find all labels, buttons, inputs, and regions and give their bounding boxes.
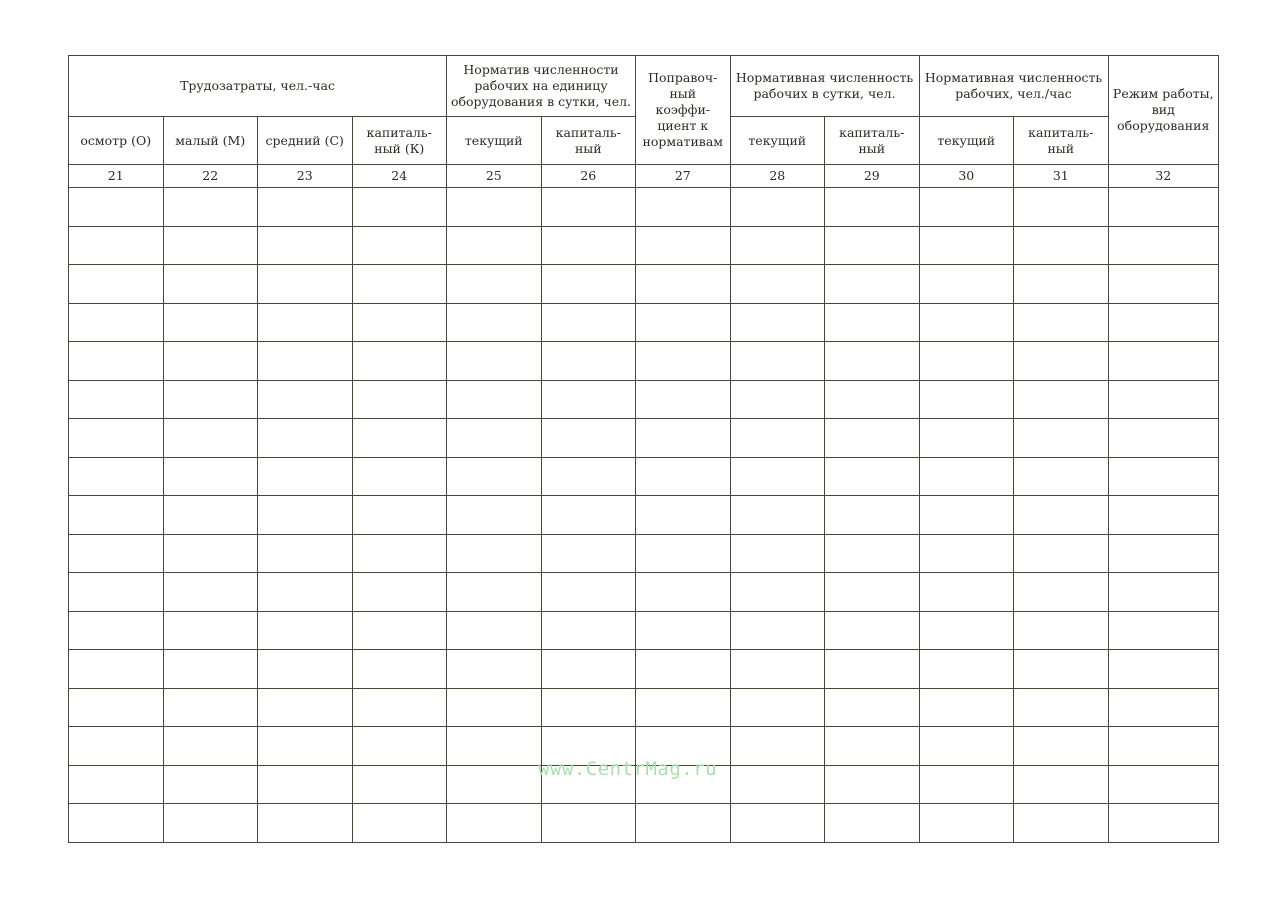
header-work-mode: Режим работы, вид оборудования [1108, 56, 1219, 165]
blank-cell[interactable] [825, 727, 920, 766]
column-number: 28 [730, 165, 825, 188]
blank-cell[interactable] [1014, 573, 1109, 612]
blank-cell[interactable] [825, 611, 920, 650]
blank-cell[interactable] [825, 573, 920, 612]
column-number: 24 [352, 165, 447, 188]
blank-cell[interactable] [1014, 303, 1109, 342]
blank-cell[interactable] [258, 380, 353, 419]
column-number: 25 [447, 165, 542, 188]
blank-cell[interactable] [258, 650, 353, 689]
subheader-capital-2: капиталь- ный [825, 117, 920, 165]
blank-cell[interactable] [825, 496, 920, 535]
form-table [68, 55, 1219, 843]
blank-cell[interactable] [1108, 496, 1219, 535]
blank-cell[interactable] [919, 611, 1014, 650]
blank-cell[interactable] [1014, 688, 1109, 727]
blank-cell[interactable] [541, 265, 636, 304]
blank-cell[interactable] [352, 611, 447, 650]
blank-cell[interactable] [352, 727, 447, 766]
blank-cell[interactable] [730, 342, 825, 381]
blank-cell[interactable] [163, 496, 258, 535]
blank-cell[interactable] [352, 534, 447, 573]
blank-cell[interactable] [69, 496, 164, 535]
blank-cell[interactable] [69, 226, 164, 265]
blank-cell[interactable] [258, 342, 353, 381]
column-number: 26 [541, 165, 636, 188]
header-correction-coefficient: Поправоч- ный коэффи- циент к нормативам [636, 56, 731, 165]
blank-cell[interactable] [447, 573, 542, 612]
blank-cell[interactable] [919, 342, 1014, 381]
subheader-medium: средний (С) [258, 117, 353, 165]
blank-cell[interactable] [541, 804, 636, 843]
blank-cell[interactable] [163, 534, 258, 573]
blank-cell[interactable] [352, 226, 447, 265]
blank-cell[interactable] [730, 727, 825, 766]
blank-cell[interactable] [636, 380, 731, 419]
blank-cell[interactable] [919, 457, 1014, 496]
blank-cell[interactable] [1108, 265, 1219, 304]
blank-cell[interactable] [69, 303, 164, 342]
blank-cell[interactable] [825, 303, 920, 342]
blank-cell[interactable] [919, 496, 1014, 535]
blank-cell[interactable] [1014, 419, 1109, 458]
column-number: 32 [1108, 165, 1219, 188]
blank-cell[interactable] [730, 380, 825, 419]
blank-cell[interactable] [919, 804, 1014, 843]
blank-cell[interactable] [352, 265, 447, 304]
blank-cell[interactable] [825, 380, 920, 419]
blank-cell[interactable] [636, 650, 731, 689]
blank-cell[interactable] [541, 611, 636, 650]
blank-cell[interactable] [258, 727, 353, 766]
blank-cell[interactable] [163, 303, 258, 342]
blank-cell[interactable] [447, 688, 542, 727]
blank-cell[interactable] [258, 496, 353, 535]
blank-cell[interactable] [825, 188, 920, 227]
blank-cell[interactable] [163, 727, 258, 766]
blank-cell[interactable] [1014, 342, 1109, 381]
table-row [69, 342, 1219, 381]
blank-cell[interactable] [69, 457, 164, 496]
blank-cell[interactable] [636, 188, 731, 227]
blank-cell[interactable] [730, 804, 825, 843]
table-row [69, 804, 1219, 843]
blank-cell[interactable] [636, 688, 731, 727]
table-row [69, 380, 1219, 419]
blank-cell[interactable] [1014, 650, 1109, 689]
blank-cell[interactable] [163, 688, 258, 727]
blank-cell[interactable] [352, 419, 447, 458]
blank-cell[interactable] [352, 303, 447, 342]
blank-cell[interactable] [541, 419, 636, 458]
blank-cell[interactable] [636, 419, 731, 458]
blank-cell[interactable] [352, 688, 447, 727]
blank-cell[interactable] [1108, 188, 1219, 227]
column-number: 27 [636, 165, 731, 188]
blank-cell[interactable] [541, 303, 636, 342]
blank-cell[interactable] [730, 573, 825, 612]
blank-cell[interactable] [163, 804, 258, 843]
blank-cell[interactable] [919, 380, 1014, 419]
blank-cell[interactable] [447, 342, 542, 381]
blank-cell[interactable] [69, 265, 164, 304]
table-row [69, 303, 1219, 342]
blank-cell[interactable] [636, 457, 731, 496]
blank-cell[interactable] [447, 611, 542, 650]
blank-cell[interactable] [636, 226, 731, 265]
blank-cell[interactable] [636, 611, 731, 650]
subheader-capital-k: капиталь- ный (К) [352, 117, 447, 165]
blank-cell[interactable] [825, 804, 920, 843]
blank-cell[interactable] [352, 650, 447, 689]
blank-cell[interactable] [541, 534, 636, 573]
blank-cell[interactable] [447, 496, 542, 535]
header-norm-per-hour: Нормативная численность рабочих, чел./час [919, 56, 1108, 117]
blank-cell[interactable] [258, 804, 353, 843]
blank-cell[interactable] [1108, 419, 1219, 458]
blank-cell[interactable] [730, 188, 825, 227]
blank-cell[interactable] [1014, 496, 1109, 535]
blank-cell[interactable] [1014, 611, 1109, 650]
blank-cell[interactable] [825, 650, 920, 689]
blank-cell[interactable] [352, 457, 447, 496]
blank-cell[interactable] [919, 419, 1014, 458]
blank-cell[interactable] [636, 265, 731, 304]
blank-cell[interactable] [825, 226, 920, 265]
blank-cell[interactable] [541, 380, 636, 419]
blank-cell[interactable] [825, 342, 920, 381]
table-row [69, 226, 1219, 265]
blank-cell[interactable] [1014, 265, 1109, 304]
column-number: 22 [163, 165, 258, 188]
blank-cell[interactable] [636, 303, 731, 342]
blank-cell[interactable] [163, 765, 258, 804]
subheader-current-3: текущий [919, 117, 1014, 165]
blank-cell[interactable] [1108, 688, 1219, 727]
blank-cell[interactable] [352, 342, 447, 381]
blank-cell[interactable] [1108, 342, 1219, 381]
blank-cell[interactable] [352, 573, 447, 612]
blank-cell[interactable] [258, 188, 353, 227]
blank-cell[interactable] [730, 226, 825, 265]
blank-cell[interactable] [352, 496, 447, 535]
blank-cell[interactable] [1108, 765, 1219, 804]
column-number: 21 [69, 165, 164, 188]
blank-cell[interactable] [447, 265, 542, 304]
blank-cell[interactable] [1014, 457, 1109, 496]
table-row [69, 419, 1219, 458]
column-number: 30 [919, 165, 1014, 188]
blank-cell[interactable] [258, 611, 353, 650]
blank-cell[interactable] [730, 303, 825, 342]
blank-cell[interactable] [825, 419, 920, 458]
blank-cell[interactable] [258, 419, 353, 458]
header-labor: Трудозатраты, чел.-час [69, 56, 447, 117]
blank-cell[interactable] [825, 688, 920, 727]
blank-cell[interactable] [730, 457, 825, 496]
blank-cell[interactable] [541, 496, 636, 535]
blank-cell[interactable] [1108, 650, 1219, 689]
blank-cell[interactable] [919, 303, 1014, 342]
blank-cell[interactable] [69, 688, 164, 727]
blank-cell[interactable] [1108, 303, 1219, 342]
blank-cell[interactable] [69, 419, 164, 458]
blank-cell[interactable] [447, 419, 542, 458]
blank-cell[interactable] [825, 765, 920, 804]
blank-cell[interactable] [447, 380, 542, 419]
blank-cell[interactable] [730, 688, 825, 727]
blank-cell[interactable] [636, 573, 731, 612]
blank-cell[interactable] [163, 611, 258, 650]
blank-cell[interactable] [69, 611, 164, 650]
blank-cell[interactable] [69, 727, 164, 766]
blank-cell[interactable] [730, 611, 825, 650]
subheader-capital-3: капиталь- ный [1014, 117, 1109, 165]
blank-cell[interactable] [541, 573, 636, 612]
blank-cell[interactable] [447, 650, 542, 689]
blank-cell[interactable] [163, 419, 258, 458]
blank-cell[interactable] [163, 226, 258, 265]
blank-cell[interactable] [541, 457, 636, 496]
blank-cell[interactable] [1014, 765, 1109, 804]
blank-cell[interactable] [1108, 457, 1219, 496]
table-row [69, 650, 1219, 689]
blank-cell[interactable] [825, 534, 920, 573]
blank-cell[interactable] [541, 688, 636, 727]
blank-cell[interactable] [1014, 804, 1109, 843]
table-row [69, 496, 1219, 535]
blank-cell[interactable] [258, 573, 353, 612]
table-row [69, 573, 1219, 612]
blank-cell[interactable] [258, 765, 353, 804]
blank-cell[interactable] [352, 804, 447, 843]
blank-cell[interactable] [919, 765, 1014, 804]
blank-cell[interactable] [1108, 534, 1219, 573]
blank-cell[interactable] [447, 727, 542, 766]
blank-cell[interactable] [919, 727, 1014, 766]
blank-cell[interactable] [352, 765, 447, 804]
blank-cell[interactable] [258, 534, 353, 573]
blank-cell[interactable] [69, 342, 164, 381]
blank-cell[interactable] [730, 496, 825, 535]
header-norm-per-unit: Норматив численности рабочих на единицу оборудования в сутки, чел. [447, 56, 636, 117]
blank-cell[interactable] [1108, 727, 1219, 766]
blank-cell[interactable] [541, 188, 636, 227]
blank-cell[interactable] [730, 765, 825, 804]
blank-cell[interactable] [919, 188, 1014, 227]
blank-cell[interactable] [69, 650, 164, 689]
blank-cell[interactable] [352, 380, 447, 419]
blank-rows [69, 188, 1219, 843]
table-row [69, 188, 1219, 227]
column-number: 29 [825, 165, 920, 188]
blank-cell[interactable] [730, 650, 825, 689]
blank-cell[interactable] [919, 534, 1014, 573]
blank-cell[interactable] [447, 303, 542, 342]
blank-cell[interactable] [258, 688, 353, 727]
blank-cell[interactable] [825, 265, 920, 304]
blank-cell[interactable] [447, 804, 542, 843]
blank-cell[interactable] [69, 765, 164, 804]
blank-cell[interactable] [919, 226, 1014, 265]
blank-cell[interactable] [163, 573, 258, 612]
blank-cell[interactable] [1108, 611, 1219, 650]
blank-cell[interactable] [69, 188, 164, 227]
blank-cell[interactable] [69, 804, 164, 843]
column-number: 23 [258, 165, 353, 188]
blank-cell[interactable] [163, 265, 258, 304]
blank-cell[interactable] [352, 188, 447, 227]
blank-cell[interactable] [1014, 226, 1109, 265]
blank-cell[interactable] [636, 496, 731, 535]
table-row [69, 611, 1219, 650]
blank-cell[interactable] [163, 457, 258, 496]
subheader-small: малый (М) [163, 117, 258, 165]
blank-cell[interactable] [919, 265, 1014, 304]
blank-cell[interactable] [69, 380, 164, 419]
blank-cell[interactable] [1108, 804, 1219, 843]
blank-cell[interactable] [636, 342, 731, 381]
subheader-current-1: текущий [447, 117, 542, 165]
blank-cell[interactable] [1014, 188, 1109, 227]
blank-cell[interactable] [1108, 226, 1219, 265]
blank-cell[interactable] [919, 688, 1014, 727]
blank-cell[interactable] [447, 226, 542, 265]
blank-cell[interactable] [541, 342, 636, 381]
column-number: 31 [1014, 165, 1109, 188]
table-row [69, 265, 1219, 304]
watermark: www.CentrMag.ru [538, 758, 718, 780]
table-row [69, 688, 1219, 727]
blank-cell[interactable] [258, 303, 353, 342]
blank-cell[interactable] [541, 226, 636, 265]
blank-cell[interactable] [1108, 380, 1219, 419]
blank-cell[interactable] [69, 534, 164, 573]
subheader-current-2: текущий [730, 117, 825, 165]
blank-cell[interactable] [447, 765, 542, 804]
subheader-capital-1: капиталь- ный [541, 117, 636, 165]
blank-cell[interactable] [258, 265, 353, 304]
blank-cell[interactable] [636, 534, 731, 573]
blank-cell[interactable] [1108, 573, 1219, 612]
blank-cell[interactable] [1014, 380, 1109, 419]
column-number-row [69, 165, 1219, 188]
blank-cell[interactable] [163, 188, 258, 227]
blank-cell[interactable] [919, 573, 1014, 612]
blank-cell[interactable] [258, 226, 353, 265]
blank-cell[interactable] [163, 650, 258, 689]
table-row [69, 457, 1219, 496]
blank-cell[interactable] [447, 188, 542, 227]
blank-cell[interactable] [163, 342, 258, 381]
blank-cell[interactable] [69, 573, 164, 612]
subheader-inspection: осмотр (О) [69, 117, 164, 165]
blank-cell[interactable] [541, 650, 636, 689]
table-row [69, 534, 1219, 573]
blank-cell[interactable] [730, 534, 825, 573]
blank-cell[interactable] [1014, 534, 1109, 573]
blank-cell[interactable] [730, 265, 825, 304]
blank-cell[interactable] [258, 457, 353, 496]
blank-cell[interactable] [825, 457, 920, 496]
header-norm-per-day: Нормативная численность рабочих в сутки, чел. [730, 56, 919, 117]
blank-cell[interactable] [919, 650, 1014, 689]
blank-cell[interactable] [636, 804, 731, 843]
blank-cell[interactable] [1014, 727, 1109, 766]
blank-cell[interactable] [447, 457, 542, 496]
blank-cell[interactable] [163, 380, 258, 419]
blank-cell[interactable] [730, 419, 825, 458]
blank-cell[interactable] [447, 534, 542, 573]
